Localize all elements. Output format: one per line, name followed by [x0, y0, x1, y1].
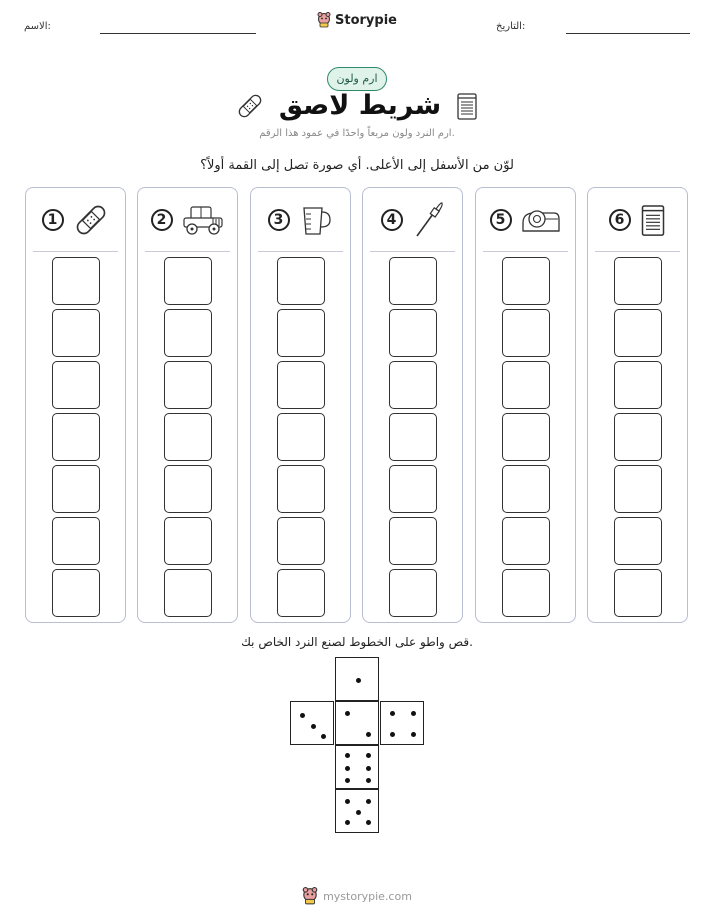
dice-pip — [366, 753, 371, 758]
dice-pip — [356, 678, 361, 683]
column-number: 4 — [381, 209, 403, 231]
bandage-icon — [235, 91, 265, 121]
name-line[interactable] — [100, 33, 256, 34]
color-square[interactable] — [164, 465, 212, 513]
dice-pip — [411, 711, 416, 716]
date-label: التاريخ: — [496, 21, 526, 32]
dice-pip — [345, 799, 350, 804]
dice-pip — [366, 820, 371, 825]
color-square[interactable] — [502, 361, 550, 409]
color-square[interactable] — [277, 569, 325, 617]
column-3 — [250, 187, 351, 623]
question-text: لوّن من الأسفل إلى الأعلى. أي صورة تصل إلى القمة أولاً؟ — [200, 158, 514, 173]
column-number: 5 — [490, 209, 512, 231]
dice-face-5 — [335, 789, 379, 833]
column-divider — [145, 251, 230, 252]
footer-url[interactable]: mystorypie.com — [323, 889, 412, 903]
dice-pip — [311, 724, 316, 729]
dice-face-3 — [290, 701, 334, 745]
color-square[interactable] — [277, 309, 325, 357]
activity-badge: ارم ولون — [327, 67, 387, 91]
column-divider — [483, 251, 568, 252]
tape-dispenser-icon — [520, 203, 562, 237]
column-header — [588, 188, 687, 251]
color-square[interactable] — [164, 361, 212, 409]
dice-face-6 — [335, 745, 379, 789]
column-5 — [475, 187, 576, 623]
dice-pip — [366, 799, 371, 804]
color-square[interactable] — [502, 465, 550, 513]
column-4 — [362, 187, 463, 623]
color-square[interactable] — [614, 465, 662, 513]
color-square[interactable] — [52, 309, 100, 357]
name-label: الاسم: — [24, 21, 51, 32]
measuring-cup-icon — [298, 202, 334, 238]
color-square[interactable] — [502, 309, 550, 357]
color-square[interactable] — [52, 257, 100, 305]
color-square[interactable] — [614, 309, 662, 357]
color-square[interactable] — [164, 257, 212, 305]
dice-pip — [366, 732, 371, 737]
dice-pip — [356, 810, 361, 815]
color-square[interactable] — [614, 517, 662, 565]
date-line[interactable] — [566, 33, 690, 34]
column-header — [251, 188, 350, 251]
column-header — [363, 188, 462, 251]
notepad-icon — [455, 91, 479, 121]
dice-pip — [345, 820, 350, 825]
column-header — [476, 188, 575, 251]
storypie-mascot-icon — [317, 12, 331, 28]
column-divider — [595, 251, 680, 252]
title-row — [0, 90, 714, 121]
color-square[interactable] — [277, 361, 325, 409]
color-square[interactable] — [614, 257, 662, 305]
color-square[interactable] — [277, 517, 325, 565]
color-square[interactable] — [389, 361, 437, 409]
color-square[interactable] — [502, 413, 550, 461]
color-square[interactable] — [502, 257, 550, 305]
dice-pip — [321, 734, 326, 739]
column-1 — [25, 187, 126, 623]
car-icon — [181, 203, 225, 237]
color-square[interactable] — [389, 517, 437, 565]
dice-pip — [345, 753, 350, 758]
color-square[interactable] — [52, 517, 100, 565]
storypie-mascot-icon — [302, 887, 318, 905]
color-square[interactable] — [277, 465, 325, 513]
dice-pip — [345, 711, 350, 716]
bandage-icon — [72, 201, 110, 239]
page-subtitle: ارم النرد ولون مربعاً واحدًا في عمود هذا الرقم. — [259, 128, 455, 139]
color-square[interactable] — [52, 413, 100, 461]
dice-pip — [345, 766, 350, 771]
brand-logo — [0, 12, 714, 28]
column-divider — [370, 251, 455, 252]
color-square[interactable] — [164, 413, 212, 461]
color-square[interactable] — [614, 569, 662, 617]
color-square[interactable] — [389, 465, 437, 513]
color-square[interactable] — [164, 569, 212, 617]
column-number: 1 — [42, 209, 64, 231]
dice-pip — [390, 711, 395, 716]
dice-face-2 — [335, 701, 379, 745]
color-square[interactable] — [277, 413, 325, 461]
color-square[interactable] — [502, 517, 550, 565]
dice-pip — [366, 766, 371, 771]
column-number: 3 — [268, 209, 290, 231]
color-square[interactable] — [164, 517, 212, 565]
dice-instruction: قص واطو على الخطوط لصنع النرد الخاص بك. — [241, 635, 473, 649]
dice-pip — [366, 778, 371, 783]
column-divider — [33, 251, 118, 252]
color-square[interactable] — [614, 361, 662, 409]
color-square[interactable] — [164, 309, 212, 357]
color-square[interactable] — [277, 257, 325, 305]
column-2 — [137, 187, 238, 623]
color-square[interactable] — [389, 257, 437, 305]
column-number: 6 — [609, 209, 631, 231]
brand-name: Storypie — [335, 12, 397, 28]
color-square[interactable] — [502, 569, 550, 617]
dice-pip — [345, 778, 350, 783]
page-title: شريط لاصق — [278, 90, 442, 121]
color-square[interactable] — [52, 569, 100, 617]
notepad-icon — [639, 202, 667, 238]
dice-pip — [390, 732, 395, 737]
footer — [0, 887, 714, 905]
color-square[interactable] — [389, 413, 437, 461]
column-header — [26, 188, 125, 251]
color-square[interactable] — [614, 413, 662, 461]
color-square[interactable] — [52, 465, 100, 513]
column-divider — [258, 251, 343, 252]
color-square[interactable] — [389, 569, 437, 617]
column-header — [138, 188, 237, 251]
column-number: 2 — [151, 209, 173, 231]
dice-face-1 — [335, 657, 379, 701]
dice-pip — [411, 732, 416, 737]
column-6 — [587, 187, 688, 623]
paintbrush-icon — [411, 200, 445, 240]
dice-face-4 — [380, 701, 424, 745]
color-square[interactable] — [52, 361, 100, 409]
dice-pip — [300, 713, 305, 718]
color-square[interactable] — [389, 309, 437, 357]
